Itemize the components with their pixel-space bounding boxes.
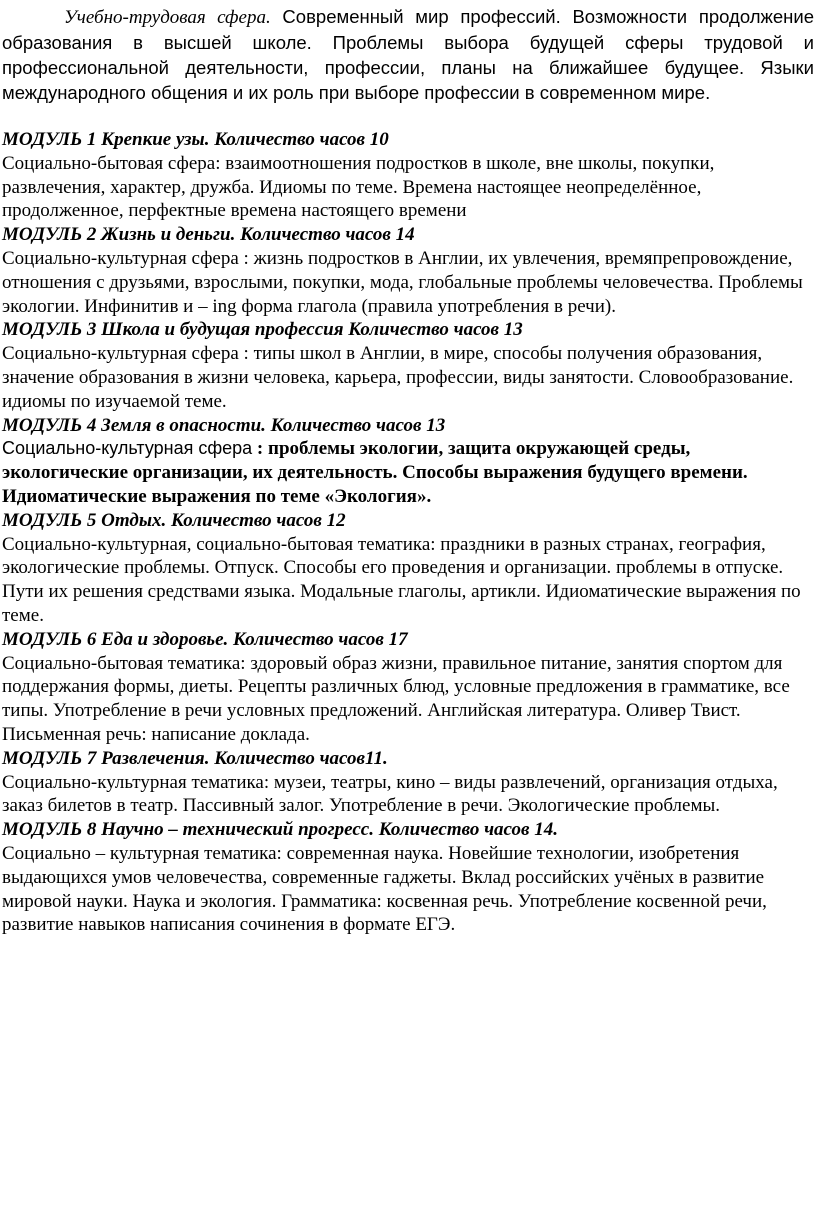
intro-lead: Учебно-трудовая сфера. [64, 7, 271, 28]
module-list [2, 128, 814, 937]
module-body: Социально-культурная сфера : жизнь подростков в Англии, их увлечения, времяпрепровождение, отношения с друзьями, взрослыми, покупки, мода, глобальные проблемы человечества. Проблемы экологии. Инфинитив и – ing форма глагола (правила употребления в речи). [2, 247, 803, 317]
module-8 [2, 818, 814, 937]
module-body: Социально-культурная тематика: музеи, театры, кино – виды развлечений, организация отдыха, заказ билетов в театр. Пассивный залог. Употребление в речи. Экологические проблемы. [2, 771, 778, 817]
module-title: МОДУЛЬ 6 Еда и здоровье. Количество часов 17 [2, 628, 408, 650]
module-title: МОДУЛЬ 2 Жизнь и деньги. Количество часов 14 [2, 224, 415, 246]
module-body-plain: Социально-культурная сфера [2, 438, 253, 459]
module-body: Социально-бытовая сфера: взаимоотношения подростков в школе, вне школы, покупки, развлечения, характер, дружба. Идиомы по теме. Времена настоящее неопределённое, продолженное, перфектные времена настоящего времени [2, 152, 715, 222]
module-5 [2, 509, 814, 628]
intro-paragraph [2, 4, 814, 105]
module-title: МОДУЛЬ 7 Развлечения. Количество часов11. [2, 747, 388, 769]
module-body: Социально-культурная, социально-бытовая тематика: праздники в разных странах, география, экологические проблемы. Отпуск. Способы его проведения и организации. проблемы в отпуске. Пути их решения средствами языка. Модальные глаголы, артикли. Идиоматические выражения по теме. [2, 533, 801, 626]
module-6 [2, 628, 814, 747]
module-title: МОДУЛЬ 5 Отдых. Количество часов 12 [2, 509, 346, 531]
module-body: Социально-культурная сфера : типы школ в Англии, в мире, способы получения образования, значение образования в жизни человека, карьера, профессии, виды занятости. Словообразование. идиомы по изучаемой теме. [2, 343, 794, 412]
module-3 [2, 318, 814, 413]
intro-text: Современный мир профессий. Возможности продолжение образования в высшей школе. Проблемы выбора будущей сферы трудовой и профессиональной деятельности, профессии, планы на ближайшее будущее. Языки международного общения и их роль при выборе профессии в современном мире. [2, 6, 814, 103]
module-title: МОДУЛЬ 8 Научно – технический прогресс. Количество часов 14. [2, 819, 559, 841]
module-2 [2, 223, 814, 318]
module-body: Социально – культурная тематика: современная наука. Новейшие технологии, изобретения выдающихся умов человечества, современные гаджеты. Вклад российских учёных в развитие мировой науки. Наука и экология. Грамматика: косвенная речь. Употребление косвенной речи, развитие навыков написания сочинения в формате ЕГЭ. [2, 842, 767, 936]
module-body: Социально-бытовая тематика: здоровый образ жизни, правильное питание, занятия спортом для поддержания формы, диеты. Рецепты различных блюд, условные предложения в грамматике, все типы. Употребление в речи условных предложений. Английская литература. Оливер Твист. Письменная речь: написание доклада. [2, 652, 790, 745]
module-body [2, 437, 814, 508]
module-body-bold: : проблемы экологии, защита окружающей среды, экологические организации, их деятельность. Способы выражения будущего времени. Идиоматические выражения по теме «Экология». [2, 438, 748, 507]
module-4 [2, 414, 814, 509]
module-7 [2, 747, 814, 818]
module-title: МОДУЛЬ 4 Земля в опасности. Количество часов 13 [2, 414, 446, 436]
module-title: МОДУЛЬ 3 Школа и будущая профессия Количество часов 13 [2, 319, 523, 341]
module-1 [2, 128, 814, 223]
module-title: МОДУЛЬ 1 Крепкие узы. Количество часов 10 [2, 129, 389, 150]
